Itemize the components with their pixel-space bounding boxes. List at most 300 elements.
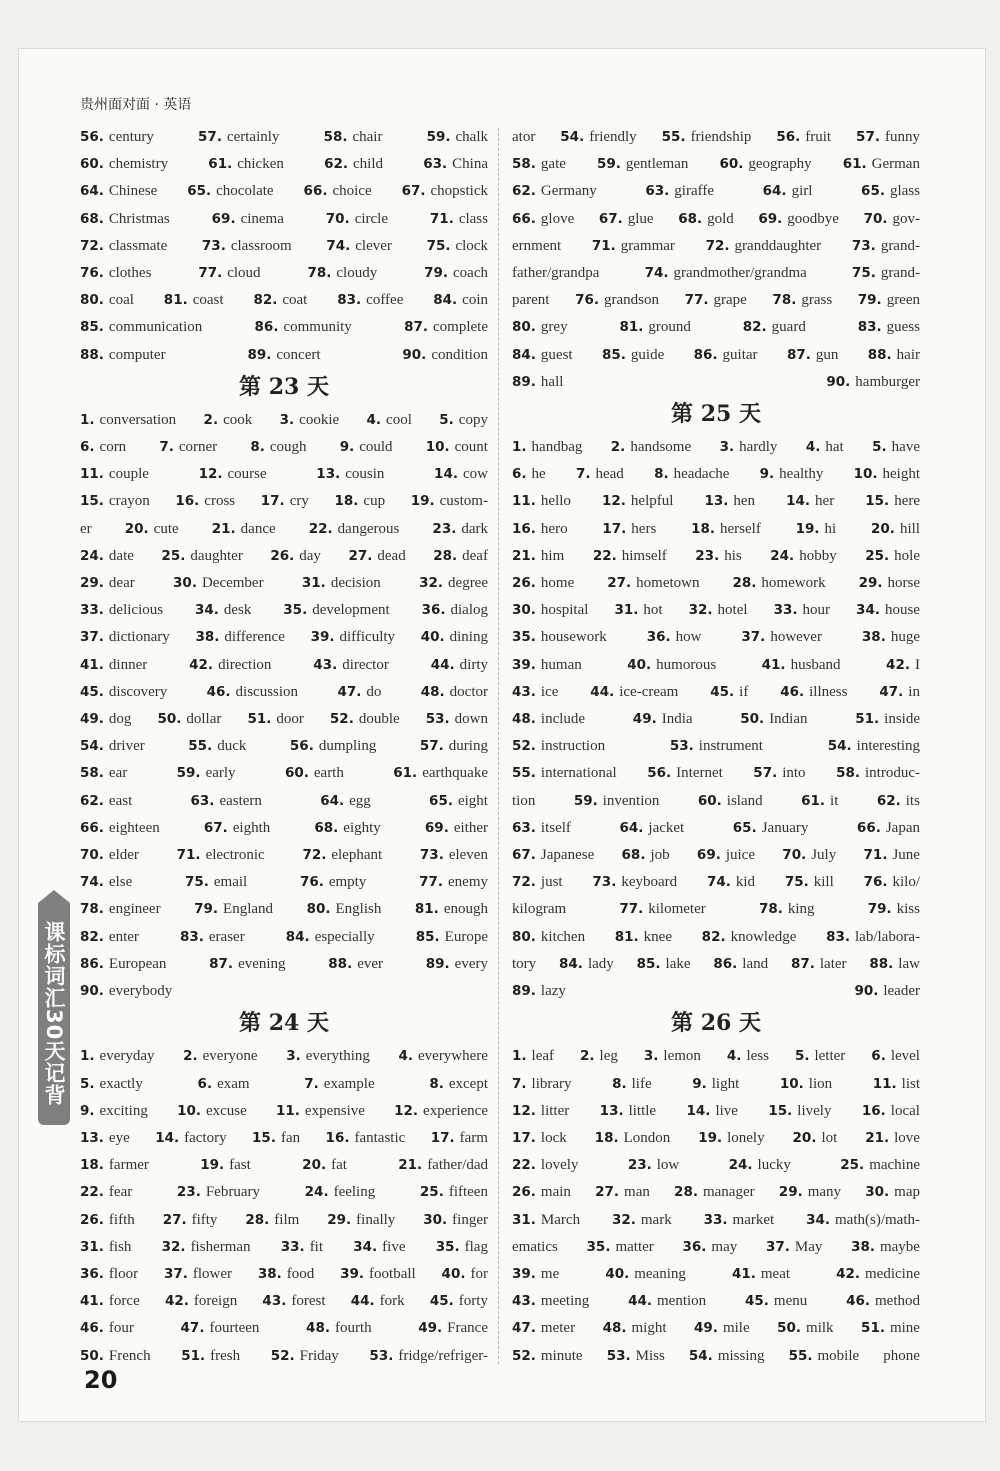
entry-word: cinema — [240, 210, 284, 227]
entry-number: 75. — [784, 874, 809, 891]
entry-number: 88. — [328, 955, 353, 972]
entry-word: grandson — [604, 292, 659, 309]
entry-word: condition — [431, 346, 488, 363]
entry-word: concert — [276, 346, 321, 363]
entry-word: food — [286, 1265, 315, 1282]
entry-number: 81. — [163, 292, 188, 309]
entry-word: mine — [889, 1320, 920, 1337]
vocab-entry — [439, 407, 488, 434]
vocab-entry — [423, 1207, 488, 1234]
entry-word: double — [358, 711, 400, 728]
entry-word: do — [366, 683, 382, 700]
entry-word: king — [787, 901, 815, 918]
entry-word: century — [108, 129, 154, 145]
entry-word: knee — [643, 928, 672, 945]
vocab-entry — [80, 978, 172, 1005]
vocab-entry — [694, 1315, 750, 1342]
entry-word: classmate — [108, 237, 168, 254]
entry-word: egg — [349, 792, 371, 809]
vocab-entry — [305, 1179, 376, 1206]
entry-word: could — [359, 439, 393, 456]
entry-number: 29. — [80, 575, 104, 592]
vocab-entry — [425, 815, 488, 842]
vocab-entry — [685, 287, 747, 314]
entry-number: 38. — [851, 1238, 875, 1255]
entry-number: 9. — [80, 1102, 95, 1119]
entry-number: 68. — [621, 847, 646, 864]
entry-number: 58. — [512, 156, 536, 173]
entry-number: 14. — [786, 493, 811, 510]
entry-word: desk — [223, 602, 252, 619]
vocab-line — [512, 1071, 920, 1098]
vocab-line — [512, 516, 920, 543]
entry-number: 37. — [765, 1238, 790, 1255]
entry-word: chair — [352, 129, 383, 145]
vocab-entry — [426, 434, 488, 461]
entry-word: island — [726, 792, 763, 809]
entry-number: 19. — [410, 493, 435, 510]
entry-number: 50. — [777, 1320, 802, 1337]
vocab-line — [512, 1261, 920, 1288]
vocab-entry — [326, 1125, 406, 1152]
entry-word: father/dad — [427, 1157, 488, 1174]
entry-word: ernment — [512, 237, 562, 254]
entry-word: hi — [824, 520, 837, 537]
vocab-entry — [607, 1343, 665, 1370]
vocab-entry — [209, 951, 285, 978]
entry-word: might — [631, 1320, 667, 1337]
entry-number: 80. — [306, 901, 331, 918]
vocab-entry — [729, 1152, 791, 1179]
entry-number: 61. — [801, 792, 826, 809]
vocab-entry — [872, 434, 920, 461]
vocab-entry — [512, 1207, 580, 1234]
vocab-line — [80, 1179, 488, 1206]
vocab-line — [512, 1315, 920, 1342]
vocab-line — [80, 407, 488, 434]
entry-word: Europe — [444, 928, 488, 945]
vocab-entry — [706, 233, 822, 260]
entry-word: kilogram — [512, 901, 567, 918]
entry-number: 35. — [283, 602, 308, 619]
entry-word: have — [891, 439, 920, 456]
entry-number: 12. — [198, 466, 223, 483]
vocab-line — [80, 624, 488, 651]
vocab-line — [512, 597, 920, 624]
vocab-line — [80, 287, 488, 314]
vocab-entry — [326, 206, 388, 233]
entry-word: driver — [108, 738, 145, 755]
entry-number: 66. — [80, 819, 104, 836]
entry-word: handbag — [531, 439, 583, 456]
entry-number: 52. — [512, 1347, 536, 1364]
entry-number: 72. — [512, 874, 536, 891]
entry-number: 6. — [512, 466, 527, 483]
entry-number: 90. — [402, 346, 427, 363]
entry-number: 90. — [854, 983, 879, 1000]
entry-number: 30. — [423, 1211, 448, 1228]
vocab-entry — [768, 1098, 831, 1125]
vocab-entry — [309, 516, 400, 543]
vocab-entry — [423, 151, 488, 178]
entry-word: market — [732, 1211, 775, 1228]
entry-number: 86. — [693, 346, 718, 363]
entry-number: 27. — [607, 575, 632, 592]
vocab-entry — [512, 151, 566, 178]
vocab-entry — [204, 815, 270, 842]
vocab-entry — [512, 570, 574, 597]
entry-word: hamburger — [855, 373, 920, 390]
entry-word: down — [454, 711, 488, 728]
entry-word: mile — [722, 1320, 750, 1337]
entry-number: 12. — [512, 1102, 536, 1119]
vocab-entry — [787, 342, 838, 369]
entry-word: door — [276, 711, 304, 728]
entry-word: guard — [771, 319, 806, 336]
entry-number: 51. — [861, 1320, 885, 1337]
vocab-entry — [80, 1179, 132, 1206]
entry-word: couple — [108, 466, 149, 483]
vocab-entry — [762, 652, 841, 679]
entry-word: grey — [540, 319, 568, 336]
vocab-entry — [281, 1234, 323, 1261]
vocab-entry — [512, 233, 561, 260]
vocab-entry — [245, 1207, 299, 1234]
vocab-entry — [198, 260, 260, 287]
vocab-entry — [340, 1261, 416, 1288]
vocab-entry — [427, 233, 488, 260]
entry-word: dead — [377, 547, 406, 564]
entry-word: goodbye — [787, 210, 839, 227]
entry-word: lively — [797, 1102, 832, 1119]
entry-word: custom- — [439, 493, 488, 510]
vocab-entry — [431, 652, 488, 679]
entry-word: foreign — [193, 1293, 238, 1310]
vocab-entry — [202, 233, 292, 260]
vocab-entry — [80, 815, 160, 842]
entry-word: exactly — [99, 1075, 143, 1092]
entry-number: 44. — [430, 656, 455, 673]
entry-word: it — [830, 792, 839, 809]
vocab-entry — [770, 543, 836, 570]
entry-number: 51. — [855, 711, 880, 728]
entry-word: head — [595, 466, 624, 483]
entry-word: Germany — [540, 183, 597, 200]
entry-number: 57. — [198, 129, 222, 145]
entry-word: may — [711, 1238, 738, 1255]
vocab-entry — [80, 760, 127, 787]
entry-word: lemon — [663, 1048, 701, 1065]
vocab-entry — [512, 706, 585, 733]
entry-number: 35. — [435, 1238, 460, 1255]
entry-number: 7. — [512, 1075, 527, 1092]
entry-number: 71. — [176, 847, 201, 864]
vocab-entry — [602, 342, 664, 369]
vocab-entry — [512, 760, 617, 787]
entry-word: earthquake — [422, 765, 488, 782]
entry-number: 37. — [80, 629, 104, 646]
entry-word: email — [213, 874, 248, 891]
entry-number: 74. — [80, 874, 104, 891]
vocab-entry — [394, 1098, 488, 1125]
entry-number: 60. — [697, 792, 722, 809]
vocab-entry — [859, 570, 920, 597]
vocab-entry — [200, 1152, 251, 1179]
entry-number: 64. — [80, 183, 104, 200]
vocab-entry — [727, 1043, 769, 1070]
entry-number: 74. — [706, 874, 731, 891]
entry-word: herself — [720, 520, 761, 537]
entry-number: 28. — [674, 1184, 698, 1201]
entry-number: 16. — [175, 493, 200, 510]
entry-word: kitchen — [540, 928, 586, 945]
entry-number: 26. — [80, 1211, 104, 1228]
vocab-entry — [512, 287, 549, 314]
vocab-entry — [733, 815, 809, 842]
vocab-entry — [157, 706, 221, 733]
entry-word: five — [382, 1238, 406, 1255]
entry-word: corner — [178, 439, 218, 456]
entry-number: 88. — [80, 346, 104, 363]
entry-word: farmer — [108, 1157, 149, 1174]
vocab-line — [80, 978, 488, 1005]
entry-number: 59. — [426, 129, 451, 145]
vocab-entry — [865, 543, 920, 570]
entry-word: milk — [806, 1320, 834, 1337]
vocab-entry — [402, 342, 488, 369]
vocab-entry — [864, 869, 920, 896]
vocab-entry — [852, 233, 920, 260]
entry-number: 52. — [329, 711, 354, 728]
vocab-entry — [512, 597, 588, 624]
entry-number: 62. — [512, 183, 536, 200]
entry-word: eraser — [208, 928, 245, 945]
entry-word: ground — [648, 319, 691, 336]
vocab-entry — [314, 815, 380, 842]
entry-word: forest — [291, 1293, 326, 1310]
entry-word: fifth — [108, 1211, 135, 1228]
entry-number: 71. — [429, 210, 454, 227]
vocab-line — [512, 1207, 920, 1234]
entry-word: man — [624, 1184, 650, 1201]
entry-word: classroom — [230, 237, 292, 254]
vocab-entry — [337, 287, 403, 314]
vocab-entry — [442, 1261, 488, 1288]
vocab-line — [512, 896, 920, 923]
entry-number: 30. — [173, 575, 197, 592]
vocab-entry — [80, 1125, 130, 1152]
entry-number: 34. — [856, 602, 880, 619]
entry-number: 38. — [861, 629, 886, 646]
vocab-line — [80, 570, 488, 597]
vocab-entry — [587, 1234, 654, 1261]
vocab-entry — [512, 178, 597, 205]
vocab-entry — [603, 1315, 667, 1342]
vocab-entry — [704, 1207, 775, 1234]
entry-number: 38. — [257, 1265, 282, 1282]
vocab-entry — [188, 733, 246, 760]
vocab-entry — [80, 407, 176, 434]
vocab-line — [512, 624, 920, 651]
entry-word: letter — [814, 1048, 846, 1065]
entry-number: 36. — [80, 1265, 104, 1282]
entry-word: fourteen — [209, 1320, 260, 1337]
entry-word: fridge/refriger- — [398, 1347, 488, 1364]
entry-number: 49. — [694, 1320, 718, 1337]
entry-word: fork — [379, 1293, 405, 1310]
vocab-entry — [306, 1315, 372, 1342]
entry-number: 45. — [710, 683, 735, 700]
vocab-entry — [324, 151, 383, 178]
entry-number: 55. — [512, 765, 536, 782]
entry-number: 33. — [703, 1211, 728, 1228]
entry-number: 25. — [840, 1157, 865, 1174]
vocab-entry — [759, 896, 815, 923]
entry-word: lion — [808, 1075, 833, 1092]
entry-number: 79. — [857, 292, 882, 309]
vocab-line — [512, 434, 920, 461]
vocab-line — [80, 314, 488, 341]
column-divider — [498, 128, 499, 1364]
vocab-entry — [512, 842, 594, 869]
entry-number: 14. — [434, 466, 458, 483]
entry-number: 32. — [611, 1211, 636, 1228]
entry-number: 54. — [80, 738, 104, 755]
entry-number: 45. — [80, 683, 104, 700]
vocab-entry — [422, 597, 488, 624]
entry-word: India — [661, 711, 693, 728]
entry-number: 1. — [512, 439, 527, 456]
vocab-line — [512, 543, 920, 570]
vocab-entry — [600, 1098, 656, 1125]
vocab-entry — [247, 706, 303, 733]
entry-word: chicken — [237, 156, 284, 173]
entry-number: 21. — [398, 1157, 423, 1174]
vocab-line — [512, 206, 920, 233]
entry-word: except — [448, 1075, 488, 1092]
vocab-line — [80, 461, 488, 488]
entry-number: 76. — [299, 874, 324, 891]
entry-number: 17. — [260, 493, 285, 510]
vocab-entry — [426, 951, 488, 978]
vocab-entry — [713, 951, 768, 978]
vocab-entry — [307, 896, 382, 923]
side-tab-arrow-icon — [38, 890, 70, 903]
entry-number: 88. — [869, 955, 894, 972]
entry-number: 50. — [740, 711, 765, 728]
vocab-entry — [861, 1315, 920, 1342]
entry-number: 43. — [262, 1293, 287, 1310]
entry-word: kilo/ — [892, 874, 920, 891]
entry-number: 16. — [325, 1129, 350, 1146]
vocab-entry — [402, 178, 488, 205]
entry-word: housework — [540, 629, 607, 646]
entry-word: chemistry — [108, 156, 169, 173]
vocab-entry — [512, 978, 566, 1005]
entry-number: 67. — [203, 819, 228, 836]
vocab-entry — [743, 314, 806, 341]
entry-word: glove — [540, 210, 575, 227]
entry-word: land — [742, 955, 769, 972]
entry-word: jacket — [648, 819, 685, 836]
entry-word: July — [811, 847, 837, 864]
vocab-entry — [80, 260, 151, 287]
entry-word: hair — [896, 346, 920, 363]
vocab-entry — [262, 1288, 325, 1315]
entry-number: 10. — [177, 1102, 201, 1119]
entry-number: 66. — [856, 819, 881, 836]
entry-word: grape — [713, 292, 747, 309]
vocab-entry — [80, 842, 139, 869]
entry-word: instrument — [698, 738, 763, 755]
entry-word: flag — [464, 1238, 488, 1255]
vocab-entry — [348, 543, 405, 570]
entry-number: 5. — [794, 1048, 810, 1065]
vocab-entry — [707, 869, 755, 896]
entry-number: 54. — [827, 738, 852, 755]
entry-number: 19. — [795, 520, 820, 537]
entry-word: fear — [108, 1184, 133, 1201]
entry-number: 84. — [433, 292, 458, 309]
entry-word: China — [452, 156, 488, 173]
entry-word: granddaughter — [734, 237, 822, 254]
vocab-entry — [512, 788, 535, 815]
entry-word: lock — [540, 1129, 567, 1146]
entry-word: helpful — [630, 493, 674, 510]
vocab-line — [80, 124, 488, 151]
vocab-entry — [367, 407, 412, 434]
vocab-entry — [337, 679, 381, 706]
entry-word: finger — [452, 1211, 488, 1228]
vocab-entry — [250, 434, 306, 461]
entry-number: 42. — [164, 1293, 189, 1310]
entry-word: gate — [540, 156, 566, 173]
vocab-entry — [80, 206, 170, 233]
entry-number: 2. — [610, 439, 626, 456]
vocab-line — [512, 1152, 920, 1179]
side-tab-label: 课标词汇30天记背 — [42, 921, 66, 1107]
entry-word: grand- — [880, 265, 920, 282]
entry-number: 62. — [324, 156, 348, 173]
vocab-line — [512, 124, 920, 151]
entry-word: Internet — [676, 765, 723, 782]
vocab-entry — [175, 488, 235, 515]
vocab-line — [512, 178, 920, 205]
entry-word: here — [894, 493, 920, 510]
entry-word: dark — [461, 520, 488, 537]
entry-number: 5. — [80, 1075, 95, 1092]
vocab-line — [512, 1288, 920, 1315]
entry-word: hill — [899, 520, 920, 537]
vocab-entry — [637, 951, 691, 978]
vocab-line — [512, 1125, 920, 1152]
vocab-entry — [276, 1098, 365, 1125]
entry-number: 40. — [627, 656, 652, 673]
entry-word: him — [540, 547, 565, 564]
entry-word: June — [892, 847, 920, 864]
vocab-entry — [698, 1125, 764, 1152]
entry-word: instruction — [540, 738, 606, 755]
entry-number: 59. — [596, 156, 621, 173]
vocab-entry — [869, 951, 920, 978]
entry-word: juice — [725, 847, 755, 864]
vocab-entry — [80, 488, 150, 515]
entry-number: 52. — [270, 1347, 295, 1364]
entry-number: 4. — [398, 1048, 413, 1065]
entry-number: 85. — [636, 955, 661, 972]
vocab-entry — [883, 1343, 920, 1370]
vocab-entry — [415, 896, 488, 923]
